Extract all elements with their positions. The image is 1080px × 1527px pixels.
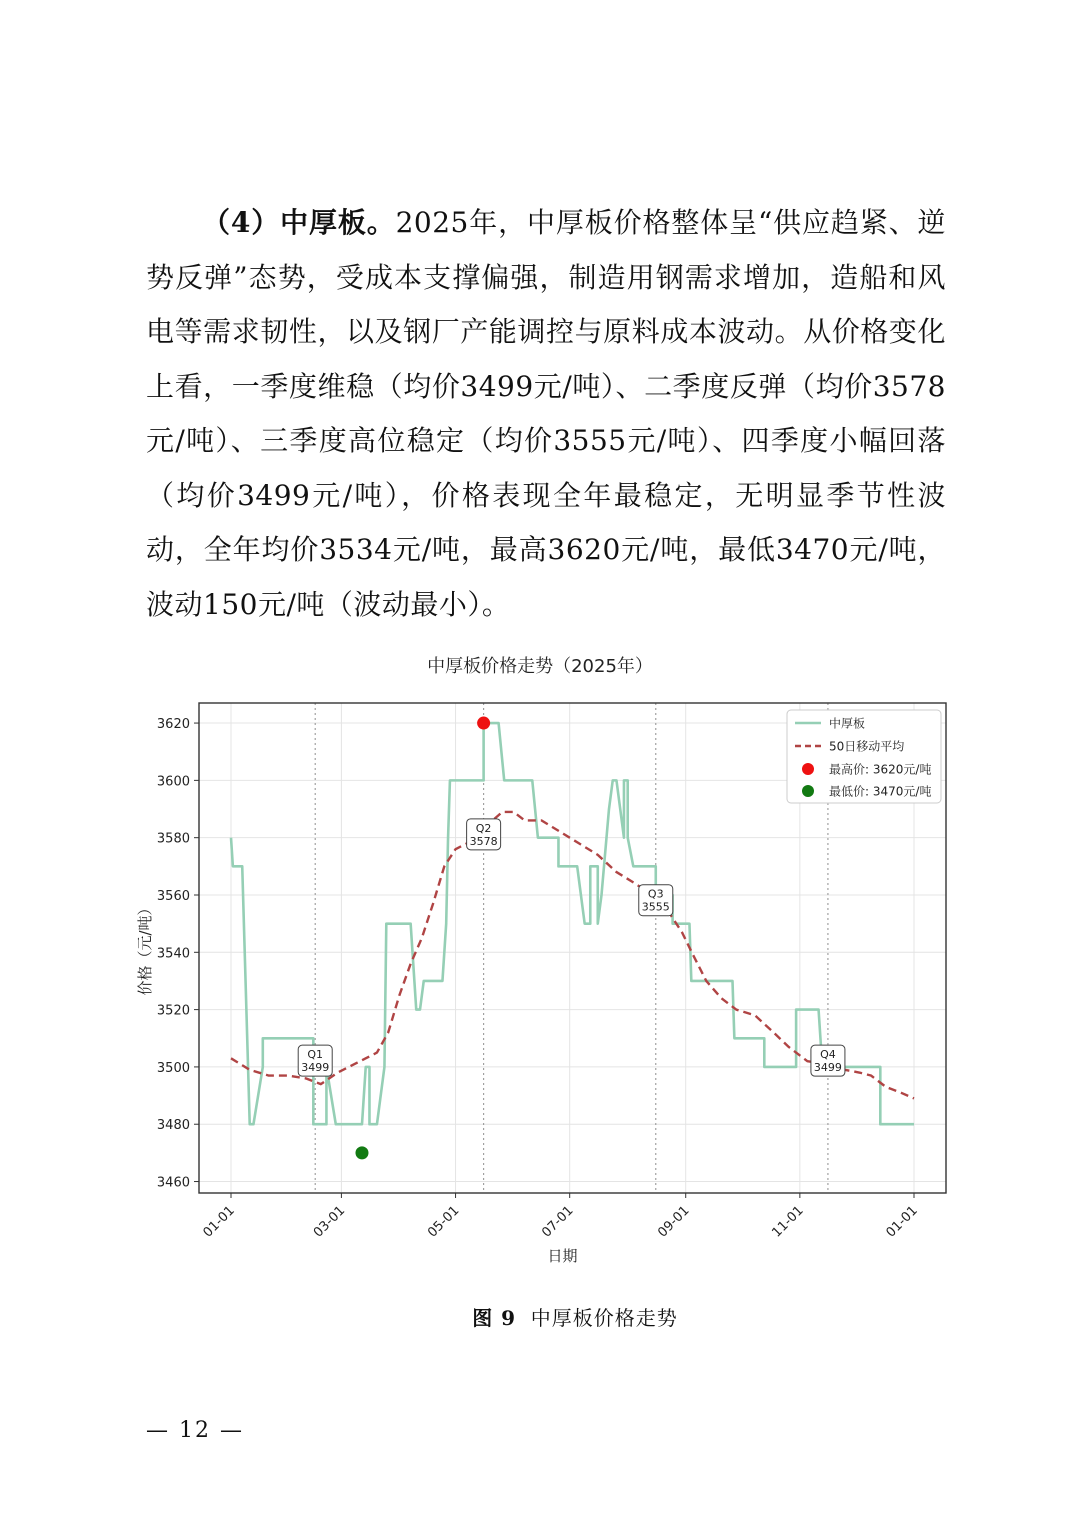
- quarter-name: Q3: [647, 887, 664, 901]
- x-axis-label: 日期: [547, 1247, 578, 1265]
- figure-number: 图 9: [472, 1306, 517, 1330]
- y-tick-label: 3500: [156, 1060, 190, 1076]
- y-tick-label: 3480: [156, 1118, 190, 1134]
- page-number: — 12 —: [146, 1418, 244, 1443]
- figure-caption-text: 中厚板价格走势: [530, 1306, 678, 1330]
- quarter-annotation: [811, 1045, 845, 1076]
- y-tick-label: 3600: [156, 774, 190, 790]
- quarter-average: 3578: [469, 834, 498, 848]
- body-paragraph: [146, 196, 946, 632]
- x-tick-label: 07-01: [539, 1203, 577, 1241]
- y-tick-label: 3580: [156, 831, 190, 847]
- quarter-annotation: [467, 819, 501, 850]
- legend-low-swatch: [802, 785, 814, 797]
- quarter-average: 3499: [301, 1061, 330, 1075]
- x-tick-label: 09-01: [655, 1203, 693, 1241]
- y-tick-label: 3620: [156, 717, 190, 733]
- price-chart: [0, 690, 1080, 1290]
- legend-entry: 中厚板: [829, 716, 866, 731]
- quarter-average: 3499: [813, 1061, 842, 1075]
- paragraph-text: 2025年，中厚板价格整体呈“供应趋紧、逆势反弹”态势，受成本支撑偏强，制造用钢需求增加，造船和风电等需求韧性，以及钢厂产能调控与原料成本波动。从价格变化上看，一季度维稳（均价3499元/吨）、二季度反弹（均价3578元/吨）、三季度高位稳定（均价3555元/吨）、四季度小幅回落（均价3499元/吨），价格表现全年最稳定，无明显季节性波动，全年均价3534元/吨，最高3620元/吨，最低3470元/吨，波动150元/吨（波动最小）。: [146, 206, 946, 621]
- y-tick-label: 3460: [156, 1175, 190, 1191]
- x-tick-label: 01-01: [200, 1203, 238, 1241]
- legend: [787, 710, 941, 803]
- x-axis-ticks: [201, 1193, 921, 1241]
- chart-title: 中厚板价格走势（2025年）: [427, 656, 653, 677]
- y-axis-ticks: [157, 717, 199, 1190]
- x-tick-label: 11-01: [769, 1203, 807, 1241]
- legend-entry: 最低价: 3470元/吨: [829, 784, 932, 799]
- quarter-name: Q1: [307, 1048, 324, 1062]
- quarter-name: Q2: [475, 821, 492, 835]
- markers-layer: [355, 717, 490, 1160]
- x-tick-label: 03-01: [310, 1203, 349, 1241]
- section-heading: （4）中厚板。: [202, 206, 396, 239]
- low-point-marker: [355, 1146, 368, 1159]
- legend-entry: 最高价: 3620元/吨: [829, 762, 932, 777]
- y-tick-label: 3560: [156, 888, 190, 904]
- y-axis-label: 价格（元/吨）: [136, 900, 154, 996]
- legend-entry: 50日移动平均: [829, 739, 905, 754]
- y-tick-label: 3520: [156, 1003, 190, 1019]
- y-tick-label: 3540: [156, 946, 190, 962]
- legend-high-swatch: [802, 763, 814, 775]
- high-point-marker: [477, 717, 490, 730]
- quarter-annotation: [639, 885, 673, 916]
- quarter-name: Q4: [820, 1048, 836, 1062]
- quarter-average: 3555: [641, 900, 670, 914]
- figure-caption: [0, 1302, 1080, 1331]
- quarter-annotation: [298, 1045, 332, 1076]
- quarter-lines: [315, 703, 828, 1193]
- x-tick-label: 01-01: [883, 1203, 921, 1241]
- x-tick-label: 05-01: [425, 1203, 463, 1241]
